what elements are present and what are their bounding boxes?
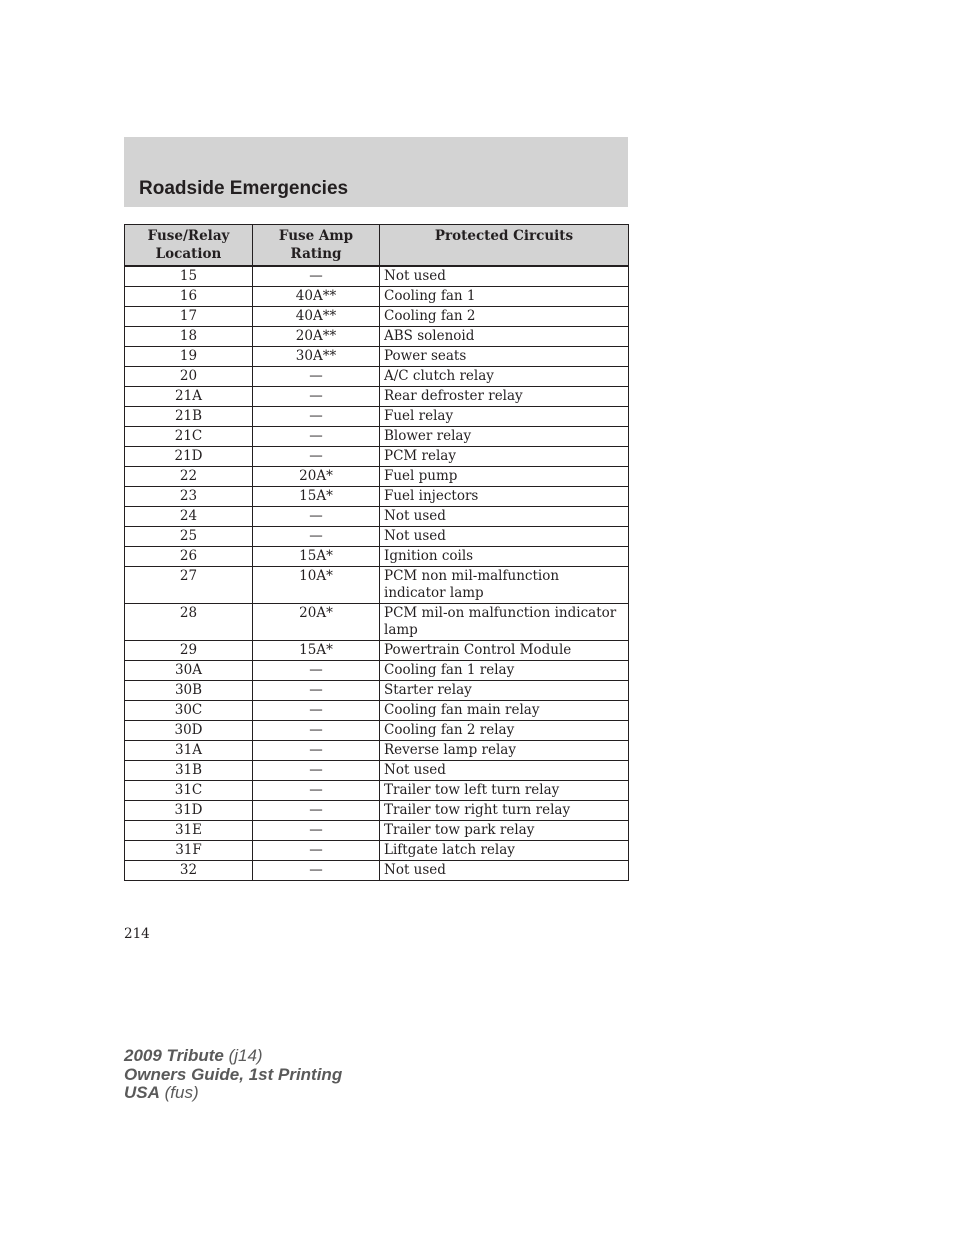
- cell-amp-rating: —: [253, 721, 380, 741]
- cell-amp-rating: —: [253, 681, 380, 701]
- cell-protected-circuit: Fuel injectors: [380, 487, 629, 507]
- cell-amp-rating: —: [253, 367, 380, 387]
- cell-amp-rating: —: [253, 507, 380, 527]
- footer-printing: Owners Guide, 1st Printing: [124, 1064, 343, 1084]
- cell-protected-circuit: Not used: [380, 861, 629, 881]
- cell-location: 30B: [125, 681, 253, 701]
- cell-protected-circuit: PCM non mil-malfunction indicator lamp: [380, 567, 629, 604]
- cell-protected-circuit: Cooling fan main relay: [380, 701, 629, 721]
- cell-protected-circuit: PCM mil-on malfunction indicator lamp: [380, 604, 629, 641]
- cell-location: 26: [125, 547, 253, 567]
- cell-protected-circuit: Liftgate latch relay: [380, 841, 629, 861]
- cell-location: 28: [125, 604, 253, 641]
- cell-location: 31B: [125, 761, 253, 781]
- table-row: [125, 721, 629, 741]
- cell-location: 20: [125, 367, 253, 387]
- cell-protected-circuit: Fuel relay: [380, 407, 629, 427]
- table-row: [125, 841, 629, 861]
- cell-location: 22: [125, 467, 253, 487]
- cell-protected-circuit: Starter relay: [380, 681, 629, 701]
- cell-amp-rating: 20A*: [253, 467, 380, 487]
- print-footer: [124, 1047, 342, 1103]
- cell-protected-circuit: Powertrain Control Module: [380, 641, 629, 661]
- table-row: [125, 661, 629, 681]
- table-row: [125, 487, 629, 507]
- cell-protected-circuit: Fuel pump: [380, 467, 629, 487]
- cell-protected-circuit: Trailer tow left turn relay: [380, 781, 629, 801]
- cell-location: 31D: [125, 801, 253, 821]
- cell-location: 19: [125, 347, 253, 367]
- cell-location: 21D: [125, 447, 253, 467]
- cell-amp-rating: —: [253, 447, 380, 467]
- table-row: [125, 387, 629, 407]
- cell-amp-rating: —: [253, 801, 380, 821]
- table-row: [125, 567, 629, 604]
- cell-location: 31E: [125, 821, 253, 841]
- cell-protected-circuit: Not used: [380, 507, 629, 527]
- cell-location: 32: [125, 861, 253, 881]
- cell-amp-rating: —: [253, 661, 380, 681]
- cell-amp-rating: 15A*: [253, 547, 380, 567]
- table-row: [125, 507, 629, 527]
- fuse-table: [124, 224, 629, 881]
- cell-protected-circuit: Cooling fan 1: [380, 287, 629, 307]
- cell-protected-circuit: Power seats: [380, 347, 629, 367]
- cell-amp-rating: —: [253, 701, 380, 721]
- table-row: [125, 821, 629, 841]
- cell-protected-circuit: Rear defroster relay: [380, 387, 629, 407]
- cell-amp-rating: —: [253, 527, 380, 547]
- table-row: [125, 641, 629, 661]
- table-row: [125, 467, 629, 487]
- cell-amp-rating: —: [253, 821, 380, 841]
- cell-protected-circuit: ABS solenoid: [380, 327, 629, 347]
- cell-amp-rating: —: [253, 266, 380, 287]
- table-row: [125, 781, 629, 801]
- cell-amp-rating: —: [253, 407, 380, 427]
- table-row: [125, 427, 629, 447]
- cell-location: 31F: [125, 841, 253, 861]
- cell-location: 23: [125, 487, 253, 507]
- table-row: [125, 604, 629, 641]
- cell-amp-rating: —: [253, 427, 380, 447]
- footer-market: USA: [124, 1083, 160, 1102]
- cell-protected-circuit: Not used: [380, 266, 629, 287]
- footer-line-2: [124, 1066, 342, 1085]
- table-body: [125, 266, 629, 881]
- table-row: [125, 681, 629, 701]
- cell-protected-circuit: Not used: [380, 527, 629, 547]
- cell-protected-circuit: Trailer tow right turn relay: [380, 801, 629, 821]
- cell-location: 31C: [125, 781, 253, 801]
- table-row: [125, 761, 629, 781]
- cell-amp-rating: —: [253, 761, 380, 781]
- table-row: [125, 447, 629, 467]
- cell-amp-rating: 40A**: [253, 287, 380, 307]
- table-row: [125, 367, 629, 387]
- cell-amp-rating: 20A**: [253, 327, 380, 347]
- cell-protected-circuit: Cooling fan 2 relay: [380, 721, 629, 741]
- cell-location: 30C: [125, 701, 253, 721]
- column-header-protected-circuits: Protected Circuits: [380, 225, 629, 267]
- table-row: [125, 527, 629, 547]
- cell-amp-rating: 40A**: [253, 307, 380, 327]
- table-row: [125, 701, 629, 721]
- cell-location: 30A: [125, 661, 253, 681]
- table-row: [125, 347, 629, 367]
- cell-amp-rating: 20A*: [253, 604, 380, 641]
- section-header-band: [124, 137, 628, 207]
- column-header-amp-rating: Fuse Amp Rating: [253, 225, 380, 267]
- cell-protected-circuit: Blower relay: [380, 427, 629, 447]
- footer-market-code: (fus): [164, 1083, 199, 1102]
- cell-location: 21C: [125, 427, 253, 447]
- table-header-row: [125, 225, 629, 267]
- cell-location: 17: [125, 307, 253, 327]
- cell-protected-circuit: Trailer tow park relay: [380, 821, 629, 841]
- table-row: [125, 266, 629, 287]
- cell-location: 31A: [125, 741, 253, 761]
- cell-location: 30D: [125, 721, 253, 741]
- cell-amp-rating: 15A*: [253, 641, 380, 661]
- cell-protected-circuit: Reverse lamp relay: [380, 741, 629, 761]
- cell-protected-circuit: PCM relay: [380, 447, 629, 467]
- page-number: 214: [124, 926, 150, 942]
- table-row: [125, 861, 629, 881]
- cell-amp-rating: 15A*: [253, 487, 380, 507]
- cell-protected-circuit: Cooling fan 1 relay: [380, 661, 629, 681]
- cell-protected-circuit: Ignition coils: [380, 547, 629, 567]
- cell-location: 21A: [125, 387, 253, 407]
- table-row: [125, 407, 629, 427]
- footer-model-code: (j14): [228, 1046, 263, 1065]
- cell-location: 16: [125, 287, 253, 307]
- table-row: [125, 287, 629, 307]
- cell-location: 27: [125, 567, 253, 604]
- table-row: [125, 741, 629, 761]
- cell-amp-rating: —: [253, 841, 380, 861]
- footer-line-1: [124, 1047, 342, 1066]
- cell-amp-rating: 30A**: [253, 347, 380, 367]
- cell-amp-rating: 10A*: [253, 567, 380, 604]
- cell-protected-circuit: Not used: [380, 761, 629, 781]
- column-header-location: Fuse/Relay Location: [125, 225, 253, 267]
- cell-amp-rating: —: [253, 387, 380, 407]
- cell-protected-circuit: Cooling fan 2: [380, 307, 629, 327]
- section-title: Roadside Emergencies: [139, 178, 349, 199]
- footer-line-3: [124, 1084, 342, 1103]
- table-row: [125, 307, 629, 327]
- cell-amp-rating: —: [253, 781, 380, 801]
- table-row: [125, 327, 629, 347]
- cell-amp-rating: —: [253, 741, 380, 761]
- cell-location: 15: [125, 266, 253, 287]
- cell-amp-rating: —: [253, 861, 380, 881]
- cell-location: 21B: [125, 407, 253, 427]
- cell-location: 29: [125, 641, 253, 661]
- table-row: [125, 801, 629, 821]
- table-row: [125, 547, 629, 567]
- cell-location: 24: [125, 507, 253, 527]
- footer-model: 2009 Tribute: [124, 1046, 224, 1065]
- cell-protected-circuit: A/C clutch relay: [380, 367, 629, 387]
- cell-location: 25: [125, 527, 253, 547]
- cell-location: 18: [125, 327, 253, 347]
